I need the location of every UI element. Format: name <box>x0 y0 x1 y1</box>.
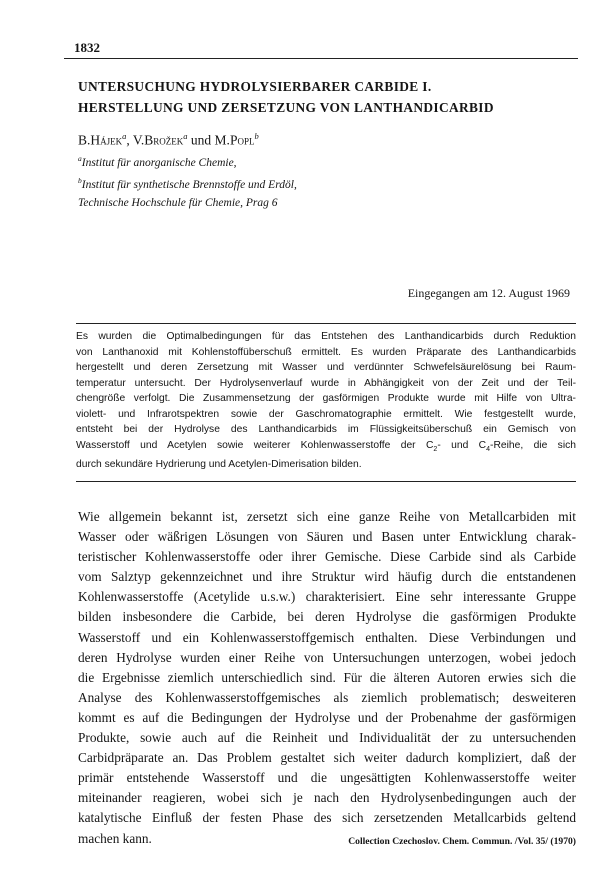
abstract-text: -Reihe, die sich <box>490 439 576 451</box>
author-1-affil-mark: a <box>122 131 127 141</box>
abstract-line: von Lanthanoxid mit Kohlenstoffüberschuß ermittelt. Es wurden Präparate des Lanthandicarbids <box>76 346 576 358</box>
body-line: katalytische Einfluß der festen Phase des sich zersetzenden Metallcarbids geltend <box>78 810 576 826</box>
body-line: Wie allgemein bekannt ist, zersetzt sich eine ganze Reihe von Metallcarbiden mit <box>78 509 576 524</box>
abstract-line: chengröße verfolgt. Die Zusammensetzung der gasförmigen Produkte wurde mit Hilfe von Ultra- <box>76 393 576 404</box>
affiliations <box>78 150 297 212</box>
abstract-rule-bottom <box>76 481 576 482</box>
title-line-1: UNTERSUCHUNG HYDROLYSIERBARER CARBIDE I. <box>78 79 432 94</box>
subscript: 2 <box>433 445 438 453</box>
author-1-name: Hájek <box>90 132 123 148</box>
abstract-line-last: durch sekundäre Hydrierung und Acetylen-Dimerisation bilden. <box>76 459 362 471</box>
abstract-text: - und C <box>437 439 487 451</box>
body-line: Wasser oder wäßrigen Lösungen von Säuren und Basen unter Entwicklung charak- <box>78 529 576 545</box>
journal-footer: Collection Czechoslov. Chem. Commun. /Vol. 35/ (1970) <box>348 836 576 847</box>
affiliation-a <box>78 150 297 172</box>
body-line: Produkte, sowie auch auf die Reinheit und Individualität der zu untersuchenden <box>78 730 576 746</box>
affiliation-b-text: Institut für synthetische Brennstoffe und Erdöl, <box>81 178 297 191</box>
title-line-2: HERSTELLUNG UND ZERSETZUNG VON LANTHANDICARBID <box>78 100 494 115</box>
affiliation-b <box>78 172 297 194</box>
body-line: primär entstehende Wasserstoff und die ungesättigten Kohlenwasserstoffe weiter <box>78 770 576 786</box>
body-line: miteinander reagieren, wobei sich je nach den Hydrolysenbedingungen auch der <box>78 790 576 806</box>
author-3-affil-mark: b <box>254 131 259 141</box>
abstract-line-formula <box>76 438 576 458</box>
abstract-line: hergestellt und deren Zersetzung mit Wasser und verdünnter Schwefelsäurelösung bei Raum- <box>76 362 576 373</box>
body-line: teristischer Kohlenwasserstoffe oder ihrer Gemische. Diese Carbide sind als Carbide <box>78 549 576 565</box>
body-line: vom Salztyp gekennzeichnet und ihre Struktur wird häufig durch die entstandenen <box>78 569 576 585</box>
author-3-name: Popl <box>229 132 255 148</box>
body-line: kommt es auf die Bedingungen der Hydrolyse und der Probenahme der gasförmigen <box>78 709 576 725</box>
abstract-line: entsteht bei der Hydrolyse des Lanthandicarbids im Flüssigkeitsüberschuß ein Gemisch von <box>76 424 576 435</box>
body-line: Kohlenwasserstoffe (Acetylide u.s.w.) charakterisiert. Eine sehr interessante Gruppe <box>78 589 576 605</box>
body-line: Analyse des Kohlenwasserstoffgemisches als ziemlich problematisch; desweiteren <box>78 689 576 705</box>
affiliation-b-mark: b <box>78 175 82 185</box>
abstract-text: Wasserstoff und Acetylen sowie weiterer Kohlenwasserstoffe der C <box>76 439 434 451</box>
author-2-name: Brožek <box>144 132 184 148</box>
body-text <box>78 507 576 849</box>
received-date: Eingegangen am 12. August 1969 <box>407 286 570 300</box>
author-2-affil-mark: a <box>183 131 188 141</box>
body-line: Carbidpräparate an. Das Problem gestaltet sich weiter dadurch kompliziert, daß der <box>78 750 576 766</box>
subscript: 4 <box>486 445 491 453</box>
header-rule <box>64 58 578 59</box>
body-line: die Ergebnisse ziemlich unterschiedlich sind. Für die älteren Autoren erwies sich die <box>78 669 576 685</box>
abstract-rule-top <box>76 323 576 324</box>
body-line-last: machen kann. <box>78 830 152 846</box>
author-separator-2: und M. <box>187 132 230 148</box>
page-number: 1832 <box>74 40 100 55</box>
abstract <box>76 329 576 473</box>
abstract-line: violett- und Infrarotspektren sowie der Gaschromatographie ermittelt. Wie festgestellt wurde, <box>76 408 576 420</box>
author-list <box>78 131 259 149</box>
abstract-line: temperatur untersucht. Der Hydrolysenverlauf wurde in Abhängigkeit von der Zeit und der Teil- <box>76 377 576 389</box>
affiliation-a-text: Institut für anorganische Chemie, <box>81 156 237 169</box>
author-separator-1: , V. <box>126 132 145 148</box>
body-line: bilden insbesondere die Carbide, bei deren Hydrolyse die gasförmigen Produkte <box>78 609 576 625</box>
body-line: deren Hydrolyse wurden einer Reihe von Untersuchungen unterzogen, wobei jedoch <box>78 649 576 665</box>
affiliation-institution: Technische Hochschule für Chemie, Prag 6 <box>78 196 278 209</box>
author-1-initial: B. <box>78 132 91 148</box>
article-title <box>78 76 578 118</box>
body-line: Wasserstoff und ein Kohlenwasserstoffgemisch enthalten. Diese Verbindungen und <box>78 629 576 645</box>
abstract-line: Es wurden die Optimalbedingungen für das Entstehen des Lanthandicarbids durch Reduktion <box>76 331 576 342</box>
affiliation-a-mark: a <box>78 154 82 163</box>
